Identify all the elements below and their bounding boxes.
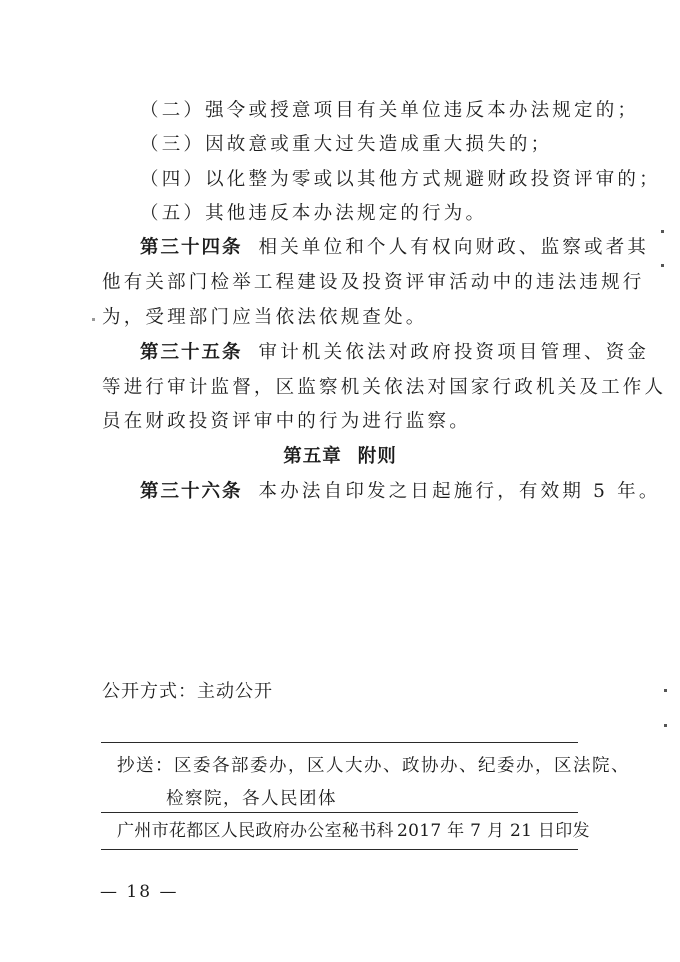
chapter-heading <box>0 440 680 474</box>
article-34-label: 第三十四条 <box>140 237 243 258</box>
divider-top <box>101 742 578 743</box>
article-34-line-1 <box>140 231 650 265</box>
article-35-line-2: 等进行审计监督，区监察机关依法对国家行政机关及工作人 <box>102 377 667 398</box>
article-34-line-3: 为，受理部门应当依法依规查处。 <box>102 307 428 328</box>
cc-line-2: 检察院，各人民团体 <box>166 789 337 809</box>
item-5: （五）其他违反本办法规定的行为。 <box>140 203 488 224</box>
divider-middle <box>101 812 578 813</box>
chapter-title: 附则 <box>357 446 397 467</box>
article-35-line-1 <box>140 336 650 370</box>
binding-mark <box>661 264 664 267</box>
item-2: （二）强令或授意项目有关单位违反本办法规定的； <box>140 100 640 121</box>
article-36-text: 本办法自印发之日起施行，有效期 5 年。 <box>258 481 661 502</box>
chapter-number: 第五章 <box>283 446 342 467</box>
binding-mark <box>664 689 667 692</box>
article-35-label: 第三十五条 <box>140 342 243 363</box>
item-4: （四）以化整为零或以其他方式规避财政投资评审的； <box>140 169 661 190</box>
issuer: 广州市花都区人民政府办公室秘书科 <box>117 821 394 841</box>
cc-line-1: 抄送：区委各部委办，区人大办、政协办、纪委办，区法院、 <box>117 756 630 776</box>
article-35-line-3: 员在财政投资评审中的行为进行监察。 <box>102 411 471 432</box>
item-3: （三）因故意或重大过失造成重大损失的； <box>140 134 553 155</box>
scan-speck <box>92 318 95 321</box>
article-34-text: 相关单位和个人有权向财政、监察或者其 <box>258 237 650 258</box>
article-34-line-2: 他有关部门检举工程建设及投资评审活动中的违法违规行 <box>102 272 645 293</box>
article-36-label: 第三十六条 <box>140 481 243 502</box>
binding-mark <box>664 724 667 727</box>
page-number: — 18 — <box>100 882 179 902</box>
binding-mark <box>661 230 664 233</box>
disclosure-method: 公开方式：主动公开 <box>102 681 273 702</box>
article-35-text: 审计机关依法对政府投资项目管理、资金 <box>258 342 650 363</box>
issue-date: 2017 年 7 月 21 日印发 <box>397 821 590 841</box>
article-36 <box>140 475 661 509</box>
divider-bottom <box>101 849 578 850</box>
